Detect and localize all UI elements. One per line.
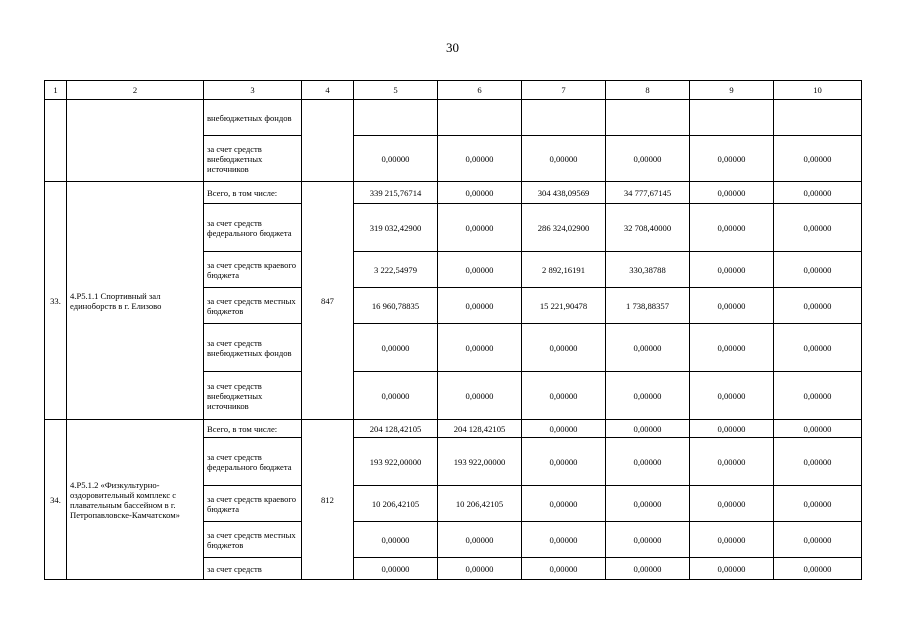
table-row [45, 100, 862, 136]
header-cell: 10 [774, 81, 862, 100]
page-number: 30 [446, 40, 459, 55]
funding-source-cell: за счет средств внебюджетных фондов [204, 324, 302, 372]
funding-source-cell: за счет средств внебюджетных источников [204, 136, 302, 182]
value-cell: 286 324,02900 [522, 204, 606, 252]
row-number-cell: 33. [45, 182, 67, 420]
value-cell: 0,00000 [522, 486, 606, 522]
value-cell: 15 221,90478 [522, 288, 606, 324]
value-cell: 0,00000 [606, 136, 690, 182]
table-body [45, 81, 862, 580]
value-cell: 16 960,78835 [354, 288, 438, 324]
value-cell: 0,00000 [690, 182, 774, 204]
value-cell: 193 922,00000 [354, 438, 438, 486]
value-cell: 0,00000 [606, 486, 690, 522]
value-cell: 0,00000 [606, 438, 690, 486]
value-cell: 0,00000 [354, 324, 438, 372]
value-cell: 0,00000 [774, 182, 862, 204]
object-name-cell [67, 100, 204, 182]
value-cell [354, 100, 438, 136]
value-cell: 0,00000 [438, 558, 522, 580]
object-name-cell: 4.Р5.1.2 «Физкультурно-оздоровительный комплекс с плавательным бассейном в г. Петропавловске-Камчатском» [67, 420, 204, 580]
funding-source-cell: за счет средств федерального бюджета [204, 204, 302, 252]
value-cell: 330,38788 [606, 252, 690, 288]
funding-source-cell: Всего, в том числе: [204, 182, 302, 204]
value-cell: 0,00000 [354, 522, 438, 558]
value-cell: 0,00000 [774, 136, 862, 182]
value-cell: 0,00000 [606, 558, 690, 580]
header-cell: 7 [522, 81, 606, 100]
value-cell: 34 777,67145 [606, 182, 690, 204]
header-cell: 1 [45, 81, 67, 100]
value-cell: 0,00000 [774, 372, 862, 420]
value-cell: 0,00000 [690, 288, 774, 324]
funding-source-cell: Всего, в том числе: [204, 420, 302, 438]
value-cell: 0,00000 [522, 372, 606, 420]
value-cell: 0,00000 [522, 438, 606, 486]
value-cell: 0,00000 [690, 486, 774, 522]
value-cell: 0,00000 [690, 372, 774, 420]
value-cell: 0,00000 [606, 522, 690, 558]
header-cell: 9 [690, 81, 774, 100]
value-cell: 32 708,40000 [606, 204, 690, 252]
value-cell: 0,00000 [774, 252, 862, 288]
header-cell: 8 [606, 81, 690, 100]
value-cell: 0,00000 [774, 204, 862, 252]
value-cell: 0,00000 [438, 324, 522, 372]
value-cell: 0,00000 [774, 558, 862, 580]
funding-table [44, 80, 862, 580]
table-row [45, 182, 862, 204]
value-cell: 339 215,76714 [354, 182, 438, 204]
value-cell: 0,00000 [774, 420, 862, 438]
value-cell: 204 128,42105 [354, 420, 438, 438]
funding-source-cell: за счет средств федерального бюджета [204, 438, 302, 486]
value-cell: 0,00000 [438, 372, 522, 420]
value-cell: 0,00000 [690, 136, 774, 182]
value-cell: 0,00000 [522, 522, 606, 558]
value-cell: 0,00000 [690, 420, 774, 438]
code-cell [302, 100, 354, 182]
value-cell: 0,00000 [438, 522, 522, 558]
value-cell: 0,00000 [522, 558, 606, 580]
value-cell: 0,00000 [522, 420, 606, 438]
funding-source-cell: за счет средств краевого бюджета [204, 486, 302, 522]
header-cell: 4 [302, 81, 354, 100]
value-cell: 0,00000 [690, 204, 774, 252]
value-cell: 0,00000 [522, 324, 606, 372]
value-cell: 1 738,88357 [606, 288, 690, 324]
index-cell [45, 100, 67, 182]
value-cell: 0,00000 [606, 324, 690, 372]
value-cell: 204 128,42105 [438, 420, 522, 438]
value-cell: 0,00000 [690, 252, 774, 288]
object-name-cell: 4.Р5.1.1 Спортивный зал единоборств в г. Елизово [67, 182, 204, 420]
funding-source-cell: за счет средств [204, 558, 302, 580]
value-cell: 0,00000 [438, 204, 522, 252]
value-cell: 10 206,42105 [438, 486, 522, 522]
funding-source-cell: за счет средств внебюджетных источников [204, 372, 302, 420]
value-cell: 0,00000 [774, 486, 862, 522]
value-cell: 0,00000 [438, 182, 522, 204]
value-cell: 0,00000 [354, 136, 438, 182]
header-cell: 5 [354, 81, 438, 100]
value-cell: 10 206,42105 [354, 486, 438, 522]
value-cell: 0,00000 [774, 438, 862, 486]
row-number-cell: 34. [45, 420, 67, 580]
header-cell: 6 [438, 81, 522, 100]
header-row [45, 81, 862, 100]
value-cell: 0,00000 [774, 522, 862, 558]
value-cell: 0,00000 [606, 420, 690, 438]
funding-source-cell: за счет средств краевого бюджета [204, 252, 302, 288]
value-cell [774, 100, 862, 136]
value-cell [522, 100, 606, 136]
value-cell: 0,00000 [690, 558, 774, 580]
value-cell [690, 100, 774, 136]
funding-source-cell: за счет средств местных бюджетов [204, 288, 302, 324]
value-cell: 319 032,42900 [354, 204, 438, 252]
value-cell: 2 892,16191 [522, 252, 606, 288]
value-cell: 0,00000 [606, 372, 690, 420]
value-cell [438, 100, 522, 136]
value-cell: 0,00000 [690, 438, 774, 486]
value-cell: 0,00000 [354, 372, 438, 420]
value-cell: 0,00000 [774, 324, 862, 372]
funding-source-cell: за счет средств местных бюджетов [204, 522, 302, 558]
value-cell: 0,00000 [438, 288, 522, 324]
table-row [45, 420, 862, 438]
header-cell: 2 [67, 81, 204, 100]
value-cell: 0,00000 [438, 136, 522, 182]
value-cell: 3 222,54979 [354, 252, 438, 288]
value-cell: 0,00000 [690, 324, 774, 372]
value-cell: 0,00000 [690, 522, 774, 558]
funding-source-cell: внебюджетных фондов [204, 100, 302, 136]
value-cell: 0,00000 [438, 252, 522, 288]
header-cell: 3 [204, 81, 302, 100]
code-cell: 812 [302, 420, 354, 580]
code-cell: 847 [302, 182, 354, 420]
value-cell: 304 438,09569 [522, 182, 606, 204]
value-cell: 0,00000 [354, 558, 438, 580]
value-cell: 0,00000 [774, 288, 862, 324]
value-cell: 193 922,00000 [438, 438, 522, 486]
value-cell [606, 100, 690, 136]
value-cell: 0,00000 [522, 136, 606, 182]
